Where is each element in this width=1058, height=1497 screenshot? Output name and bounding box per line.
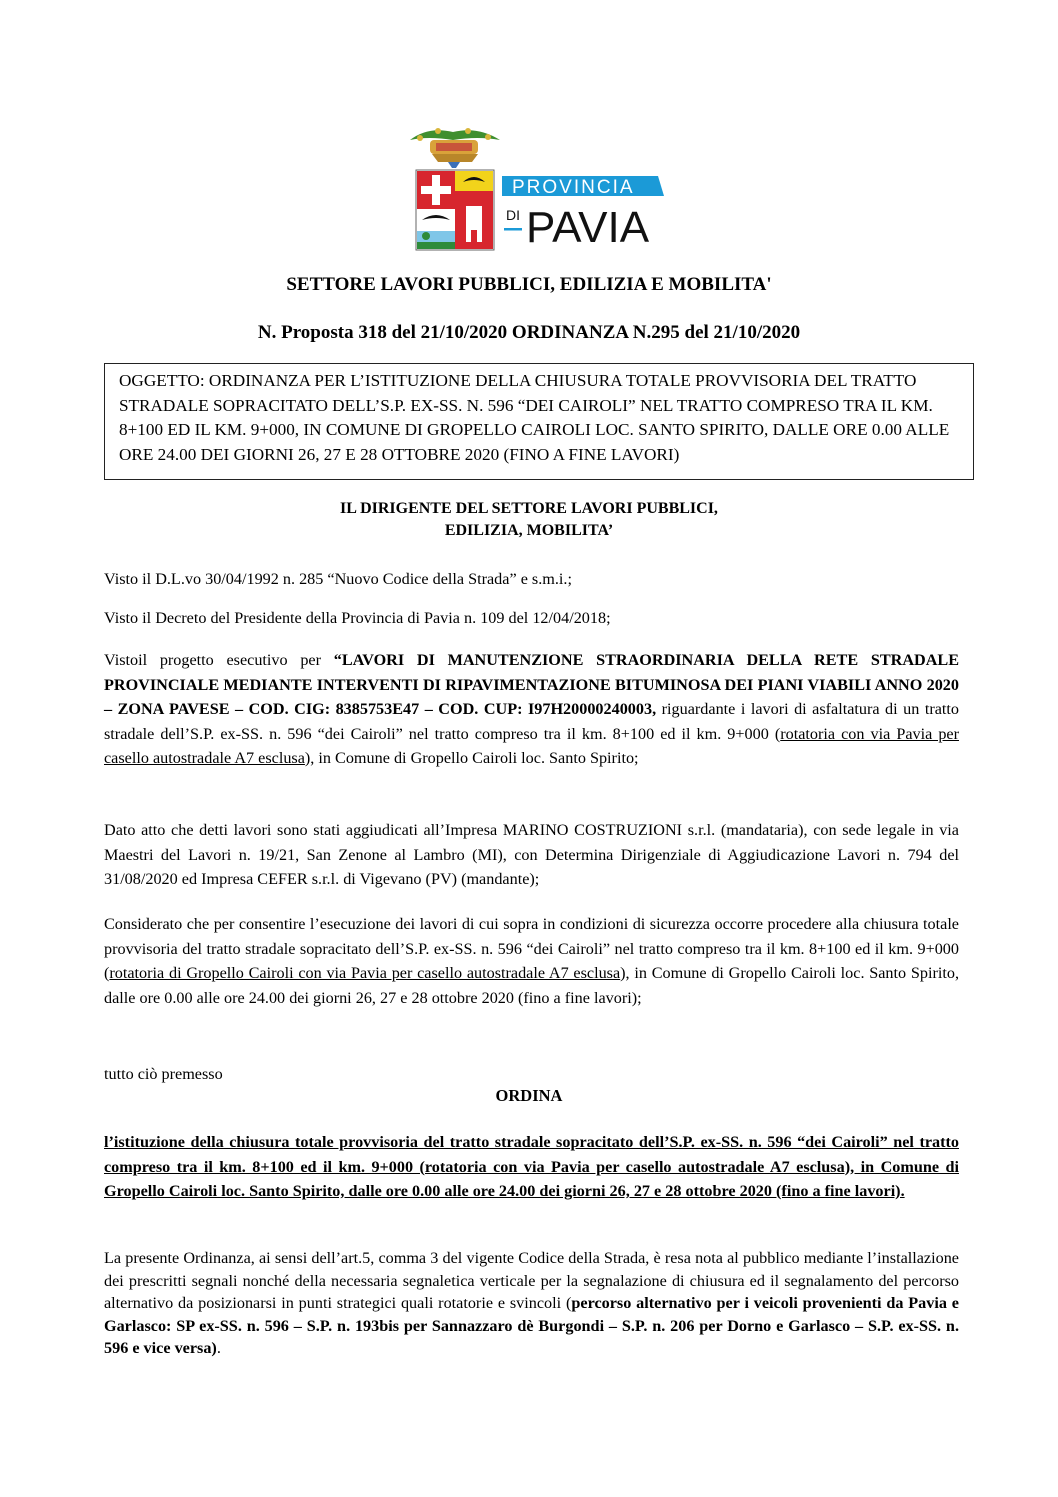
considerato-tail: ), in Comune di Gropello Cairoli loc. Santo Spirito, dalle ore 0.00 alle ore 24.00 dei giorni 26, 27 e 28 ottobre 2020 (fino a fine lavori);: [104, 964, 959, 1007]
considerato-underlined: rotatoria di Gropello Cairoli con via Pavia per casello autostradale A7 esclusa: [109, 964, 621, 982]
presente-bold: percorso alternativo per i veicoli provenienti da Pavia e Garlasco: SP ex-SS. n. 596 – S.P. n. 193bis per Sannazzaro dè Burgondi – S.P. n. 206 per Dorno e Garlasco – S.P. ex-SS. n. 596 e vice versa): [104, 1294, 959, 1357]
dirigente-line-2: EDILIZIA, MOBILITA’: [444, 522, 614, 539]
considerato-text: Considerato che per consentire l’esecuzione dei lavori di cui sopra in condizioni di sicurezza occorre procedere alla chiusura totale provvisoria del tratto stradale sopracitato dell’S.P. ex-SS. n. 596 “dei Cairoli” nel tratto compreso tra il km. 8+100 ed il km. 9+000 (: [104, 915, 959, 982]
crown-wreath-icon: [410, 128, 500, 168]
shield-icon: [416, 170, 494, 250]
ordina-heading: ORDINA: [495, 1086, 563, 1105]
svg-text:DI: DI: [506, 207, 520, 223]
subject-box: [104, 363, 974, 480]
progetto-text: riguardante i lavori di asfaltatura di un tratto stradale dell’S.P. ex-SS. n. 596 “dei Cairoli” nel tratto compreso tra il km. 8+100 ed il km. 9+000 (: [104, 700, 959, 743]
paragraph-presente: [104, 1247, 959, 1360]
sector-title: SETTORE LAVORI PUBBLICI, EDILIZIA E MOBILITA': [286, 274, 772, 295]
paragraph-visto-dl: Visto il D.L.vo 30/04/1992 n. 285 “Nuovo Codice della Strada” e s.m.i.;: [104, 570, 572, 588]
paragraph-ordina: l’istituzione della chiusura totale provvisoria del tratto stradale sopracitato dell’S.P. ex-SS. n. 596 “dei Cairoli” nel tratto compreso tra il km. 8+100 ed il km. 9+000 (rotatoria con via Pavia per casello autostradale A7 esclusa), in Comune di Gropello Cairoli loc. Santo Spirito, dalle ore 0.00 alle ore 24.00 dei giorni 26, 27 e 28 ottobre 2020 (fino a fine lavori).: [104, 1133, 959, 1200]
progetto-tail: ), in Comune di Gropello Cairoli loc. Santo Spirito;: [304, 749, 639, 767]
dirigente-line-1: IL DIRIGENTE DEL SETTORE LAVORI PUBBLICI,: [340, 500, 718, 517]
subject-text: OGGETTO: ORDINANZA PER L’ISTITUZIONE DELLA CHIUSURA TOTALE PROVVISORIA DEL TRATTO STRADALE SOPRACITATO DELL’S.P. EX-SS. N. 596 “DEI CAIROLI” NEL TRATTO COMPRESO TRA IL KM. 8+100 ED IL KM. 9+000, IN COMUNE DI GROPELLO CAIROLI LOC. SANTO SPIRITO, DALLE ORE 0.00 ALLE ORE 24.00 DEI GIORNI 26, 27 E 28 OTTOBRE 2020 (FINO A FINE LAVORI): [119, 371, 950, 464]
progetto-title: “LAVORI DI MANUTENZIONE STRAORDINARIA DELLA RETE STRADALE PROVINCIALE MEDIANTE INTERVENTI DI RIPAVIMENTAZIONE BITUMINOSA DEI PIANI VIABILI ANNO 2020 – ZONA PAVESE – COD. CIG: 8385753E47 – COD. CUP: I97H20000240003,: [104, 651, 959, 718]
progetto-underlined: rotatoria con via Pavia per casello autostradale A7 esclusa: [104, 724, 959, 767]
ordinance-reference: N. Proposta 318 del 21/10/2020 ORDINANZA N.295 del 21/10/2020: [257, 322, 801, 343]
presente-tail: .: [216, 1339, 221, 1357]
provincia-di-pavia-logo: [408, 122, 668, 252]
svg-text:PAVIA: PAVIA: [526, 203, 650, 252]
paragraph-dato-atto: Dato atto che detti lavori sono stati aggiudicati all’Impresa MARINO COSTRUZIONI s.r.l. (mandataria), con sede legale in via Maestri del Lavori n. 19/21, San Zenone al Lambro (MI), con Determina Dirigenziale di Aggiudicazione Lavori n. 794 del 31/08/2020 ed Impresa CEFER s.r.l. di Vigevano (PV) (mandante);: [104, 821, 959, 888]
paragraph-progetto: [104, 648, 959, 771]
coat-of-arms-icon: [408, 122, 668, 252]
paragraph-visto-decreto: Visto il Decreto del Presidente della Provincia di Pavia n. 109 del 12/04/2018;: [104, 609, 611, 627]
progetto-intro: Vistoil progetto esecutivo per: [104, 651, 334, 669]
dirigente-heading: [0, 498, 1058, 542]
presente-text: La presente Ordinanza, ai sensi dell’art.5, comma 3 del vigente Codice della Strada, è resa nota al pubblico mediante l’installazione dei prescritti segnali nonché della necessaria segnaletica verticale per la segnalazione di chiusura ed il segnalamento del percorso alternativo da posizionarsi in punti strategici quali rotatorie e svincoli (: [104, 1249, 959, 1312]
paragraph-premesso: tutto ciò premesso: [104, 1065, 223, 1083]
paragraph-considerato: [104, 912, 959, 1010]
svg-text:PROVINCIA: PROVINCIA: [512, 177, 635, 198]
